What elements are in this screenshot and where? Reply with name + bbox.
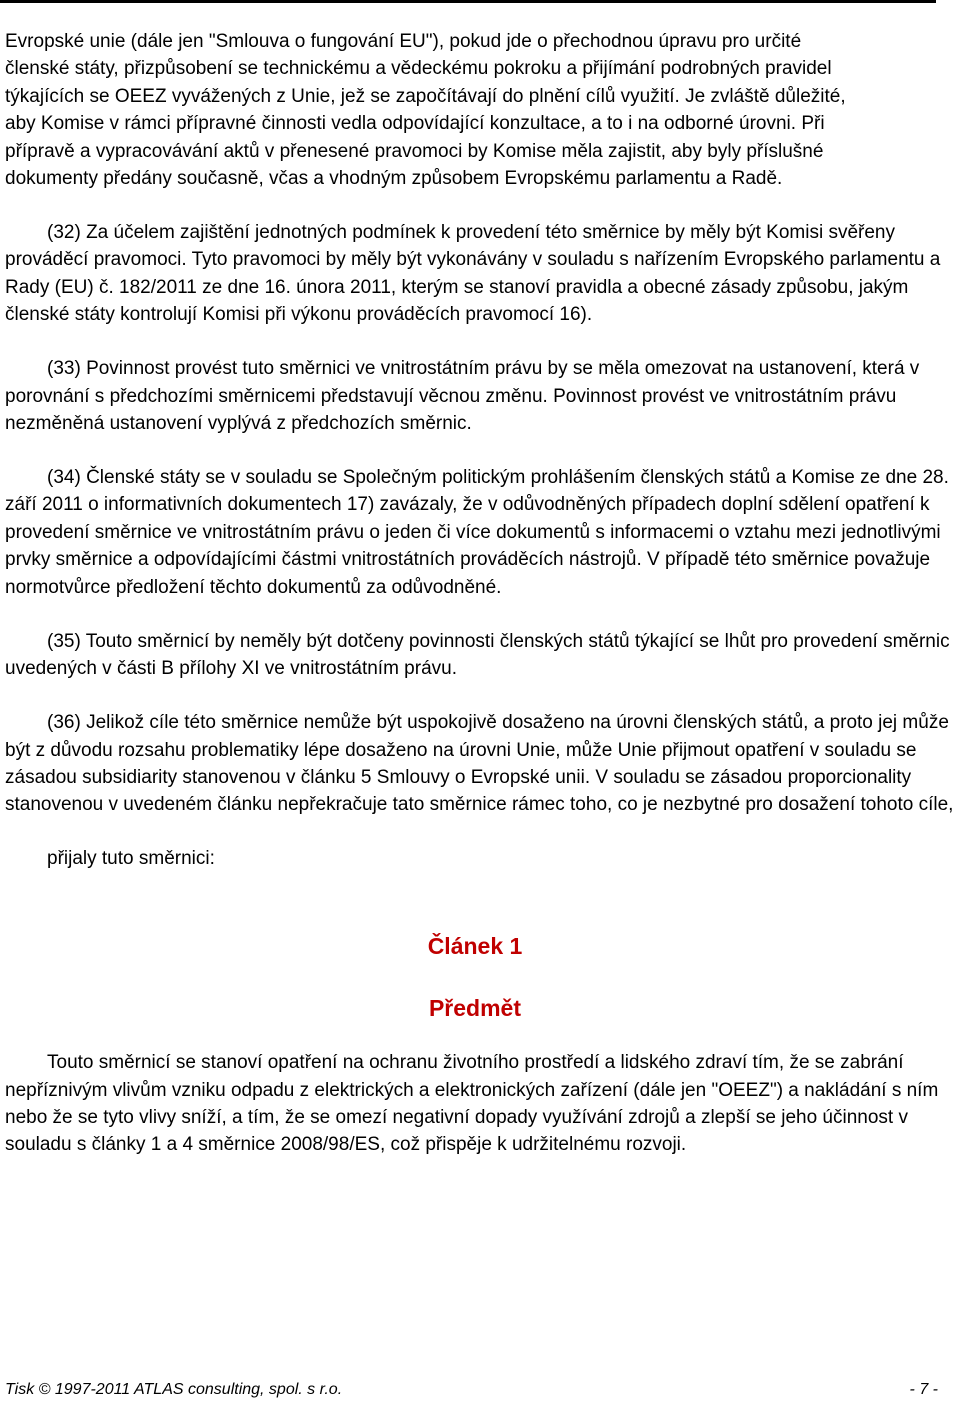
recital-36: (36) Jelikož cíle této směrnice nemůže být uspokojivě dosaženo na úrovni členských států, a proto jej může být z důvodu rozsahu problematiky lépe dosaženo na úrovni Unie, může Unie přijmout opatření v souladu se zásadou subsidiarity stanovenou v článku 5 Smlouvy o Evropské unii. V souladu se zásadou proporcionality stanovenou v uvedeném článku nepřekračuje tato směrnice rámec toho, co je nezbytné pro dosažení tohoto cíle, <box>5 712 954 816</box>
page-footer <box>5 1380 938 1400</box>
intro-paragraph <box>5 28 960 192</box>
document-body <box>5 28 960 1159</box>
intro-line: členské státy, přizpůsobení se technickému a vědeckému pokroku a přijímání podrobných pravidel <box>5 58 832 80</box>
footer-copyright: Tisk © 1997-2011 ATLAS consulting, spol. s r.o. <box>5 1381 343 1398</box>
article-subtitle: Předmět <box>428 995 522 1022</box>
page-number: - 7 - <box>909 1381 938 1398</box>
article-text: Touto směrnicí se stanoví opatření na ochranu životního prostředí a lidského zdraví tím, že se zabrání nepříznivým vlivům vzniku odpadu z elektrických a elektronických zařízení (dále jen "OEEZ") a nakládání s ním nebo že se tyto vlivy sníží, a tím, že se omezí negativní dopady využívání zdrojů a zlepší se jeho účinnost v souladu s články 1 a 4 směrnice 2008/98/ES, což přispěje k udržitelnému rozvoji. <box>5 1052 939 1156</box>
intro-line: Evropské unie (dále jen "Smlouva o fungování EU"), pokud jde o přechodnou úpravu pro určité <box>5 31 802 52</box>
recital-32: (32) Za účelem zajištění jednotných podmínek k provedení této směrnice by měly být Komisi svěřeny prováděcí pravomoci. Tyto pravomoci by měly být vykonávány v souladu s nařízením Evropského parlamentu a Rady (EU) č. 182/2011 ze dne 16. února 2011, kterým se stanoví pravidla a obecné zásady způsobu, jakým členské státy kontrolují Komisi při výkonu prováděcích pravomocí 16). <box>5 222 941 326</box>
recital-35: (35) Touto směrnicí by neměly být dotčeny povinnosti členských států týkající se lhůt pro provedení směrnic uvedených v části B přílohy XI ve vnitrostátním právu. <box>5 630 950 680</box>
adoption-statement: přijaly tuto směrnici: <box>47 848 215 870</box>
recital-33: (33) Povinnost provést tuto směrnici ve vnitrostátním právu by se měla omezovat na ustanovení, která v porovnání s předchozími směrnicemi představují věcnou změnu. Povinnost provést ve vnitrostátním právu nezměněná ustanovení vyplývá z předchozích směrnic. <box>5 358 920 435</box>
article-title: Článek 1 <box>427 932 523 959</box>
intro-line: přípravě a vypracovávání aktů v přenesené pravomoci by Komise měla zajistit, aby byly příslušné <box>5 140 824 162</box>
top-rule <box>0 0 936 3</box>
recital-34: (34) Členské státy se v souladu se Společným politickým prohlášením členských států a Komise ze dne 28. září 2011 o informativních dokumentech 17) zavázaly, že v odůvodněných případech doplní sdělení opatření k provedení směrnice ve vnitrostátním právu o jeden či více dokumentů s informacemi o vztahu mezi jednotlivými prvky směrnice a odpovídajícími částmi vnitrostátních prováděcích nástrojů. V případě této směrnice považuje normotvůrce předložení těchto dokumentů za odůvodněné. <box>5 467 949 598</box>
intro-line: dokumenty předány současně, včas a vhodným způsobem Evropskému parlamentu a Radě. <box>5 168 783 190</box>
intro-line: týkajících se OEEZ vyvážených z Unie, jež se započítávají do plnění cílů využití. Je zvláště důležité, <box>5 85 846 107</box>
intro-line: aby Komise v rámci přípravné činnosti vedla odpovídající konzultace, a to i na odborné úrovni. Při <box>5 113 825 135</box>
